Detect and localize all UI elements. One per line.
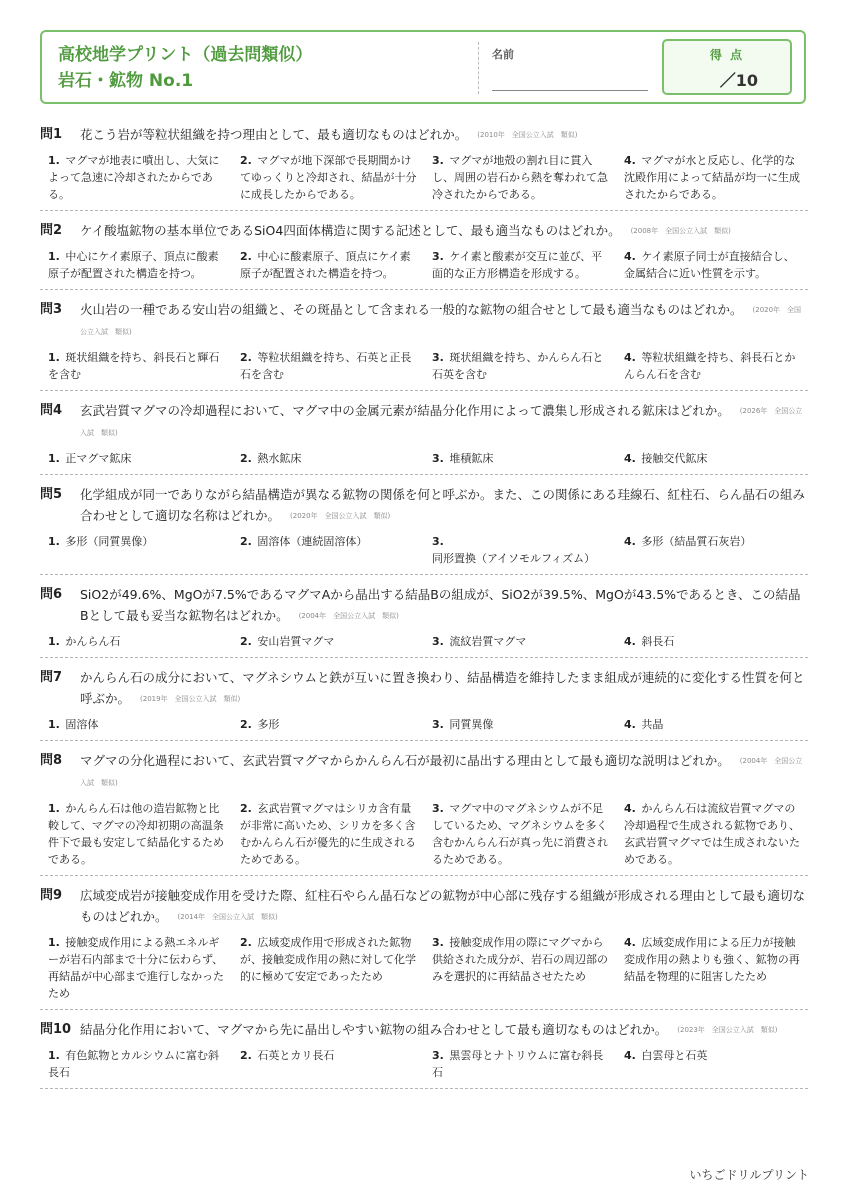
question-block [40,220,808,290]
choice-text: 堆積鉱床 [449,452,494,465]
choice-text: かんらん石は流紋岩質マグマの冷却過程で生成される鉱物であり、玄武岩質マグマでは生成されないためである。 [624,802,800,866]
choice-text: マグマが地殻の割れ目に貫入し、周囲の岩石から熱を奪われて急冷されたからである。 [432,154,608,201]
answer-choice[interactable] [424,800,616,868]
answer-choices [40,934,808,1002]
question-stem [40,584,808,627]
choice-text: マグマ中のマグネシウムが不足しているため、マグネシウムを多く含むかんらん石が真っ先に消費されるためである。 [432,802,608,866]
choice-number: 1. [48,154,60,167]
answer-choice[interactable] [424,450,616,467]
choice-text: かんらん石 [65,635,121,648]
choice-number: 4. [624,1049,636,1062]
answer-choice[interactable] [616,800,808,868]
question-number: 問8 [40,753,63,768]
choice-number: 2. [240,718,252,731]
question-source: (2020年 全国公立入試 類似) [290,512,391,520]
answer-choice[interactable] [40,934,232,1002]
answer-choices [40,716,808,733]
score-box [662,39,792,95]
answer-choice[interactable] [424,349,616,383]
choice-number: 3. [432,452,444,465]
question-text: 花こう岩が等粒状組織を持つ理由として、最も適切なものはどれか。 [80,127,468,142]
choice-text: 接触変成作用による熱エネルギーが岩石内部まで十分に伝わらず、再結晶が中心部まで進行しなかったため [48,936,224,1000]
footer-brand: いちごドリルプリント [689,1168,809,1182]
answer-choice[interactable] [616,450,808,467]
score-label: 得 点 [709,48,745,62]
choice-text: 接触交代鉱床 [641,452,708,465]
choice-number: 2. [240,1049,252,1062]
question-number: 問5 [40,487,63,502]
choice-number: 2. [240,250,252,263]
choice-text: 多形 [257,718,280,731]
choice-text: 等粒状組織を持ち、石英と正長石を含む [240,351,412,381]
choice-text: 黒雲母とナトリウムに富む斜長石 [432,1049,604,1079]
choice-text: 接触変成作用の際にマグマから供給された成分が、岩石の周辺部のみを選択的に再結晶させたため [432,936,608,983]
choice-number: 1. [48,936,60,949]
choice-number: 2. [240,802,252,815]
question-number: 問6 [40,587,63,602]
answer-choice[interactable] [616,716,808,733]
answer-choice[interactable] [232,152,424,203]
choice-number: 4. [624,154,636,167]
answer-choice[interactable] [424,633,616,650]
question-stem [40,885,808,928]
question-text: ケイ酸塩鉱物の基本単位であるSiO4四面体構造に関する記述として、最も適当なものはどれか。 [80,223,621,238]
choice-text: 斜長石 [641,635,675,648]
question-source: (2014年 全国公立入試 類似) [177,913,278,921]
answer-choice[interactable] [232,934,424,1002]
choice-text: 多形（同質異像） [65,535,154,548]
choice-number: 1. [48,802,60,815]
question-block [40,885,808,1010]
choice-text: 玄武岩質マグマはシリカ含有量が非常に高いため、シリカを多く含むかんらん石が優先的に生成されるためである。 [240,802,416,866]
choice-number: 3. [432,635,444,648]
answer-choice[interactable] [616,633,808,650]
answer-choice[interactable] [424,934,616,1002]
question-source: (2010年 全国公立入試 類似) [477,131,578,139]
choice-number: 1. [48,1049,60,1062]
question-stem [40,484,808,527]
choice-number: 4. [624,452,636,465]
name-field[interactable] [492,90,648,91]
choice-text: 中心にケイ素原子、頂点に酸素原子が配置された構造を持つ。 [48,250,219,280]
name-label: 名前 [492,48,514,61]
choice-number: 3. [432,802,444,815]
answer-choices [40,633,808,650]
question-stem [40,1019,808,1041]
choice-number: 1. [48,635,60,648]
question-text: マグマの分化過程において、玄武岩質マグマからかんらん石が最初に晶出する理由として最も適切な説明はどれか。 [80,753,730,768]
answer-choice[interactable] [424,533,616,567]
answer-choice[interactable] [40,248,232,282]
question-number: 問10 [40,1022,72,1037]
question-text: 結晶分化作用において、マグマから先に晶出しやすい鉱物の組み合わせとして最も適切なものはどれか。 [80,1022,668,1037]
answer-choice[interactable] [40,450,232,467]
question-source: (2004年 全国公立入試 類似) [298,612,399,620]
question-block [40,750,808,876]
answer-choice[interactable] [232,349,424,383]
answer-choice[interactable] [232,716,424,733]
answer-choice[interactable] [232,450,424,467]
choice-number: 1. [48,351,60,364]
answer-choice[interactable] [232,248,424,282]
choice-text: 流紋岩質マグマ [449,635,527,648]
question-number: 問3 [40,302,63,317]
choice-text: 同形置換（アイソモルフィズム） [432,552,596,565]
answer-choice[interactable] [616,152,808,203]
choice-number: 4. [624,635,636,648]
choice-text: ケイ素と酸素が交互に並び、平面的な正方形構造を形成する。 [432,250,603,280]
question-text: SiO2が49.6%、MgOが7.5%であるマグマAから晶出する結晶Bの組成が、SiO2が39.5%、MgOが43.5%であるとき、この結晶Bとして最も妥当な鉱物名はどれか。 [80,587,801,623]
choice-text: マグマが水と反応し、化学的な沈殿作用によって結晶が均一に生成されたからである。 [624,154,800,201]
answer-choice[interactable] [424,1047,616,1081]
choice-text: 固溶体（連続固溶体） [257,535,368,548]
worksheet-header [40,30,806,104]
choice-text: 中心に酸素原子、頂点にケイ素原子が配置された構造を持つ。 [240,250,411,280]
question-text: かんらん石の成分において、マグネシウムと鉄が互いに置き換わり、結晶構造を維持したまま組成が連続的に変化する性質を何と呼ぶか。 [80,670,805,706]
question-source: (2008年 全国公立入試 類似) [630,227,731,235]
question-block [40,584,808,658]
choice-text: 石英とカリ長石 [257,1049,335,1062]
choice-text: 白雲母と石英 [641,1049,708,1062]
choice-number: 4. [624,802,636,815]
page-title: 高校地学プリント（過去問類似） [58,45,313,65]
question-source: (2020年 全国公立入試 類似) [80,306,802,336]
question-stem [40,220,808,242]
choice-number: 2. [240,936,252,949]
choice-number: 4. [624,351,636,364]
question-stem [40,750,808,794]
question-number: 問1 [40,127,63,142]
question-stem [40,124,808,146]
question-list [40,124,808,1098]
choice-number: 1. [48,535,60,548]
choice-text: 熱水鉱床 [257,452,302,465]
choice-number: 2. [240,635,252,648]
question-source: (2026年 全国公立入試 類似) [80,407,803,437]
answer-choices [40,1047,808,1081]
answer-choice[interactable] [232,533,424,567]
question-block [40,1019,808,1089]
choice-text: マグマが地表に噴出し、大気によって急速に冷却されたからである。 [48,154,220,201]
choice-number: 1. [48,250,60,263]
question-block [40,667,808,741]
question-source: (2019年 全国公立入試 類似) [140,695,241,703]
page-subtitle: 岩石・鉱物 No.1 [58,71,194,91]
question-text: 火山岩の一種である安山岩の組織と、その斑晶として含まれる一般的な鉱物の組合せとして最も適当なものはどれか。 [80,302,743,317]
choice-text: 共晶 [641,718,664,731]
answer-choice[interactable] [424,152,616,203]
answer-choice[interactable] [40,152,232,203]
question-number: 問4 [40,403,63,418]
answer-choices [40,800,808,868]
answer-choice[interactable] [616,248,808,282]
answer-choice[interactable] [40,533,232,567]
question-stem [40,400,808,444]
answer-choices [40,248,808,282]
choice-number: 1. [48,452,60,465]
choice-text: ケイ素原子同士が直接結合し、金属結合に近い性質を示す。 [624,250,795,280]
answer-choice[interactable] [424,248,616,282]
answer-choice[interactable] [40,800,232,868]
answer-choice[interactable] [616,533,808,567]
choice-text: 広域変成作用による圧力が接触変成作用の熱よりも強く、鉱物の再結晶を物理的に阻害したため [624,936,800,983]
choice-text: 有色鉱物とカルシウムに富む斜長石 [48,1049,219,1079]
choice-text: マグマが地下深部で長期間かけてゆっくりと冷却され、結晶が十分に成長したからである。 [240,154,417,201]
choice-number: 4. [624,250,636,263]
answer-choice[interactable] [232,633,424,650]
answer-choice[interactable] [616,934,808,1002]
choice-number: 3. [432,1049,444,1062]
choice-number: 4. [624,936,636,949]
choice-text: 多形（結晶質石灰岩） [641,535,752,548]
choice-number: 4. [624,718,636,731]
choice-number: 4. [624,535,636,548]
choice-text: 広域変成作用で形成された鉱物が、接触変成作用の熱に対して化学的に極めて安定であったため [240,936,416,983]
answer-choice[interactable] [232,800,424,868]
choice-text: 固溶体 [65,718,99,731]
question-block [40,484,808,575]
choice-number: 2. [240,452,252,465]
question-stem [40,667,808,710]
answer-choice[interactable] [40,633,232,650]
answer-choice[interactable] [40,349,232,383]
answer-choice[interactable] [40,1047,232,1081]
choice-number: 2. [240,351,252,364]
choice-number: 2. [240,535,252,548]
answer-choices [40,152,808,203]
question-number: 問9 [40,888,63,903]
answer-choice[interactable] [424,716,616,733]
choice-number: 2. [240,154,252,167]
answer-choices [40,533,808,567]
choice-text: 正マグマ鉱床 [65,452,132,465]
question-block [40,124,808,211]
choice-number: 3. [432,936,444,949]
choice-text: かんらん石は他の造岩鉱物と比較して、マグマの冷却初期の高温条件下で最も安定して結晶化するためである。 [48,802,224,866]
header-divider [478,42,479,94]
score-value: ／10 [719,71,758,90]
choice-text: 等粒状組織を持ち、斜長石とかんらん石を含む [624,351,796,381]
choice-text: 安山岩質マグマ [257,635,335,648]
question-text: 化学組成が同一でありながら結晶構造が異なる鉱物の関係を何と呼ぶか。また、この関係にある珪線石、紅柱石、らん晶石の組み合わせとして適切な名称はどれか。 [80,487,806,523]
question-source: (2023年 全国公立入試 類似) [677,1026,778,1034]
choice-number: 3. [432,250,444,263]
choice-number: 1. [48,718,60,731]
choice-text: 斑状組織を持ち、かんらん石と石英を含む [432,351,604,381]
choice-text: 同質異像 [449,718,494,731]
answer-choice[interactable] [232,1047,424,1081]
answer-choices [40,450,808,467]
answer-choice[interactable] [40,716,232,733]
question-block [40,299,808,391]
answer-choices [40,349,808,383]
question-source: (2004年 全国公立入試 類似) [80,757,803,787]
choice-number: 3. [432,718,444,731]
question-text: 玄武岩質マグマの冷却過程において、マグマ中の金属元素が結晶分化作用によって濃集し形成される鉱床はどれか。 [80,403,730,418]
answer-choice[interactable] [616,349,808,383]
choice-number: 3. [432,535,444,548]
choice-number: 3. [432,154,444,167]
question-block [40,400,808,475]
question-number: 問2 [40,223,63,238]
question-stem [40,299,808,343]
question-number: 問7 [40,670,63,685]
title-block [58,42,312,94]
question-text: 広域変成岩が接触変成作用を受けた際、紅柱石やらん晶石などの鉱物が中心部に残存する組織が形成される理由として最も適切なものはどれか。 [80,888,806,924]
answer-choice[interactable] [616,1047,808,1081]
choice-number: 3. [432,351,444,364]
choice-text: 斑状組織を持ち、斜長石と輝石を含む [48,351,220,381]
